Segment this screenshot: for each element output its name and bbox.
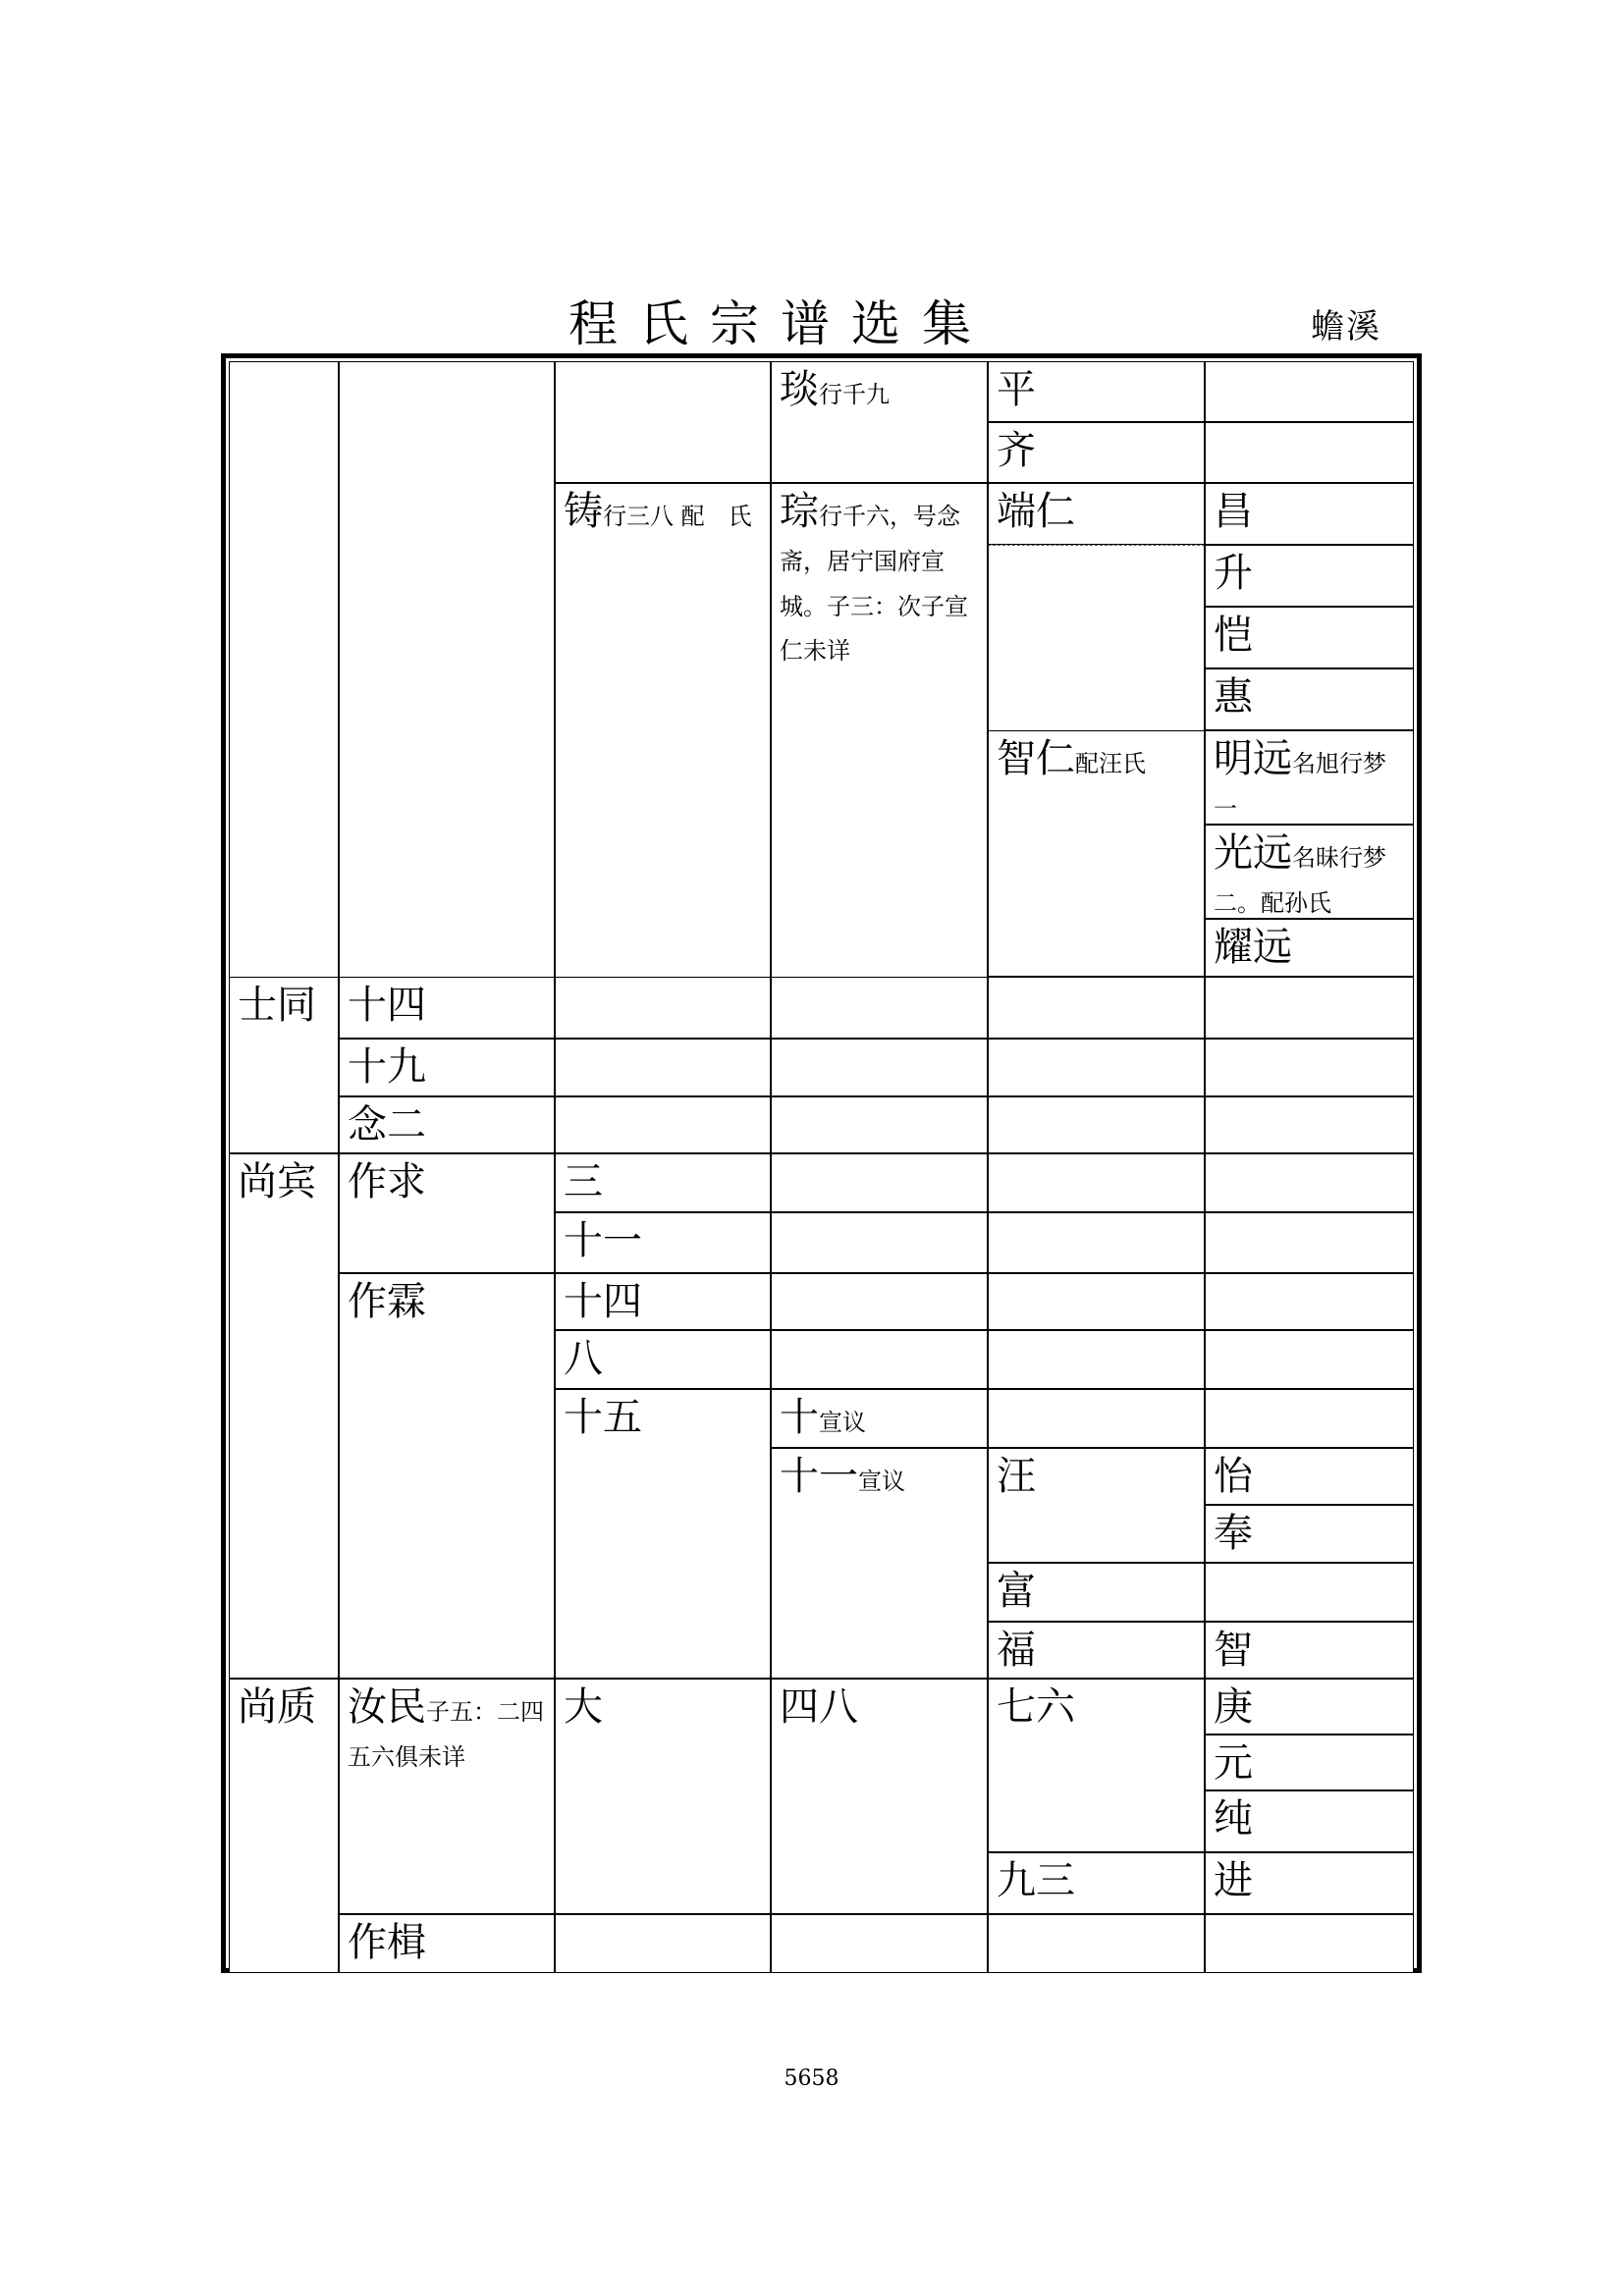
cell-name: 十一 xyxy=(564,1218,642,1263)
cell-name: 十 xyxy=(780,1395,819,1440)
table-cell xyxy=(339,1039,555,1096)
table-cell xyxy=(988,1096,1205,1153)
table-cell xyxy=(771,1389,988,1448)
table-cell xyxy=(1205,1039,1414,1096)
cell-name: 汝民 xyxy=(348,1684,426,1730)
cell-name: 十四 xyxy=(564,1279,642,1324)
table-cell xyxy=(339,1914,555,1973)
table-cell xyxy=(988,1679,1205,1852)
cell-note: 宣议 xyxy=(819,1409,866,1436)
cell-name: 进 xyxy=(1214,1858,1253,1903)
table-cell xyxy=(1205,919,1414,977)
table-cell xyxy=(1205,361,1414,422)
table-cell xyxy=(229,977,339,1153)
cell-name: 恺 xyxy=(1214,613,1253,658)
cell-name: 九三 xyxy=(997,1858,1075,1903)
cell-name: 士同 xyxy=(238,983,316,1028)
table-cell xyxy=(988,1273,1205,1330)
table-cell xyxy=(988,1153,1205,1212)
cell-note: 配汪氏 xyxy=(1075,750,1146,777)
cell-name: 平 xyxy=(997,367,1036,412)
table-cell xyxy=(988,1448,1205,1563)
table-cell xyxy=(339,1273,555,1679)
table-cell xyxy=(771,1679,988,1914)
cell-name: 大 xyxy=(564,1684,603,1730)
table-cell xyxy=(771,1914,988,1973)
cell-name: 作霖 xyxy=(348,1279,426,1324)
table-cell xyxy=(771,1212,988,1273)
cell-note: 名旭行梦一 xyxy=(1214,750,1386,823)
table-cell xyxy=(339,1679,555,1914)
table-cell xyxy=(1205,607,1414,668)
table-cell xyxy=(988,1330,1205,1389)
table-cell xyxy=(988,1622,1205,1679)
page-title: 程氏宗谱选集 xyxy=(568,295,993,352)
cell-note: 名昧行梦二。配孙氏 xyxy=(1214,844,1386,917)
cell-name: 琮 xyxy=(780,489,819,534)
cell-name: 作楫 xyxy=(348,1920,426,1965)
cell-name: 耀远 xyxy=(1214,925,1292,970)
table-cell xyxy=(555,1273,771,1330)
cell-name: 十九 xyxy=(348,1044,426,1090)
cell-name: 福 xyxy=(997,1628,1036,1673)
table-cell xyxy=(555,1039,771,1096)
cell-name: 纯 xyxy=(1214,1796,1253,1842)
cell-name: 十五 xyxy=(564,1395,642,1440)
table-cell xyxy=(1205,1330,1414,1389)
table-cell xyxy=(555,1389,771,1679)
table-cell xyxy=(771,1096,988,1153)
table-cell xyxy=(555,1153,771,1212)
table-cell xyxy=(771,1039,988,1096)
place-name: 蟾溪 xyxy=(1311,307,1381,347)
table-cell xyxy=(771,977,988,1039)
table-cell xyxy=(988,1563,1205,1622)
cell-note: 宣议 xyxy=(858,1468,905,1495)
table-cell xyxy=(229,1153,339,1679)
table-cell xyxy=(1205,1212,1414,1273)
table-cell xyxy=(1205,422,1414,483)
cell-note: 行千九 xyxy=(819,381,890,408)
cell-name: 奉 xyxy=(1214,1511,1253,1556)
table-cell xyxy=(1205,977,1414,1039)
table-cell xyxy=(1205,825,1414,919)
page-number: 5658 xyxy=(784,2066,839,2091)
table-cell xyxy=(1205,545,1414,607)
cell-name: 升 xyxy=(1214,551,1253,596)
table-cell xyxy=(1205,1679,1414,1735)
table-cell xyxy=(988,483,1205,545)
table-cell xyxy=(339,1096,555,1153)
table-cell xyxy=(229,1679,339,1973)
table-cell xyxy=(988,1212,1205,1273)
table-cell xyxy=(1205,1622,1414,1679)
table-cell xyxy=(988,1039,1205,1096)
table-cell xyxy=(339,977,555,1039)
table-cell xyxy=(555,361,771,483)
table-cell xyxy=(555,1679,771,1914)
table-cell xyxy=(1205,1153,1414,1212)
cell-name: 作求 xyxy=(348,1159,426,1204)
cell-name: 琰 xyxy=(780,367,819,412)
table-cell xyxy=(1205,1790,1414,1852)
cell-name: 智仁 xyxy=(997,736,1075,781)
cell-name: 齐 xyxy=(997,428,1036,473)
cell-name: 怡 xyxy=(1214,1454,1253,1499)
table-cell xyxy=(771,1330,988,1389)
table-cell xyxy=(555,1914,771,1973)
table-cell xyxy=(1205,1448,1414,1505)
table-cell xyxy=(988,361,1205,422)
table-cell xyxy=(555,1212,771,1273)
table-cell xyxy=(1205,1273,1414,1330)
cell-name: 昌 xyxy=(1214,489,1253,534)
table-cell xyxy=(988,977,1205,1039)
cell-name: 十四 xyxy=(348,983,426,1028)
table-cell xyxy=(988,1914,1205,1973)
cell-name: 元 xyxy=(1214,1740,1253,1786)
table-cell xyxy=(555,977,771,1039)
table-cell xyxy=(771,361,988,483)
cell-name: 富 xyxy=(997,1569,1036,1614)
table-cell xyxy=(1205,1505,1414,1563)
table-cell xyxy=(771,1153,988,1212)
table-cell xyxy=(988,422,1205,483)
cell-name: 端仁 xyxy=(997,489,1075,534)
table-cell xyxy=(1205,1914,1414,1973)
cell-name: 智 xyxy=(1214,1628,1253,1673)
table-cell xyxy=(1205,1852,1414,1914)
table-cell xyxy=(771,1448,988,1679)
cell-name: 庚 xyxy=(1214,1684,1253,1730)
table-cell xyxy=(339,1153,555,1273)
cell-name: 惠 xyxy=(1214,674,1253,720)
cell-name: 尚质 xyxy=(238,1684,316,1730)
cell-name: 七六 xyxy=(997,1684,1075,1730)
cell-note: 子五：二四五六俱未详 xyxy=(348,1698,544,1771)
table-cell xyxy=(1205,1735,1414,1790)
table-cell xyxy=(1205,1096,1414,1153)
cell-name: 汪 xyxy=(997,1454,1036,1499)
table-cell xyxy=(1205,483,1414,545)
table-cell xyxy=(1205,1563,1414,1622)
table-cell xyxy=(1205,730,1414,825)
cell-name: 四八 xyxy=(780,1684,858,1730)
table-cell xyxy=(988,730,1205,977)
cell-name: 明远 xyxy=(1214,736,1292,781)
cell-name: 三 xyxy=(564,1159,603,1204)
table-cell xyxy=(771,1273,988,1330)
cell-note: 行三八 配 氏 xyxy=(603,503,752,530)
table-cell xyxy=(988,1852,1205,1914)
table-cell xyxy=(1205,668,1414,730)
cell-name: 十一 xyxy=(780,1454,858,1499)
cell-note: 行千六，号念斋，居宁国府宣城。子三：次子宣仁未详 xyxy=(780,503,968,666)
cell-name: 铸 xyxy=(564,489,603,534)
cell-name: 八 xyxy=(564,1336,603,1381)
table-cell xyxy=(988,1389,1205,1448)
cell-name: 尚宾 xyxy=(238,1159,316,1204)
table-cell xyxy=(555,1096,771,1153)
cell-name: 念二 xyxy=(348,1102,426,1148)
table-cell xyxy=(555,1330,771,1389)
cell-name: 光远 xyxy=(1214,830,1292,876)
table-cell xyxy=(1205,1389,1414,1448)
